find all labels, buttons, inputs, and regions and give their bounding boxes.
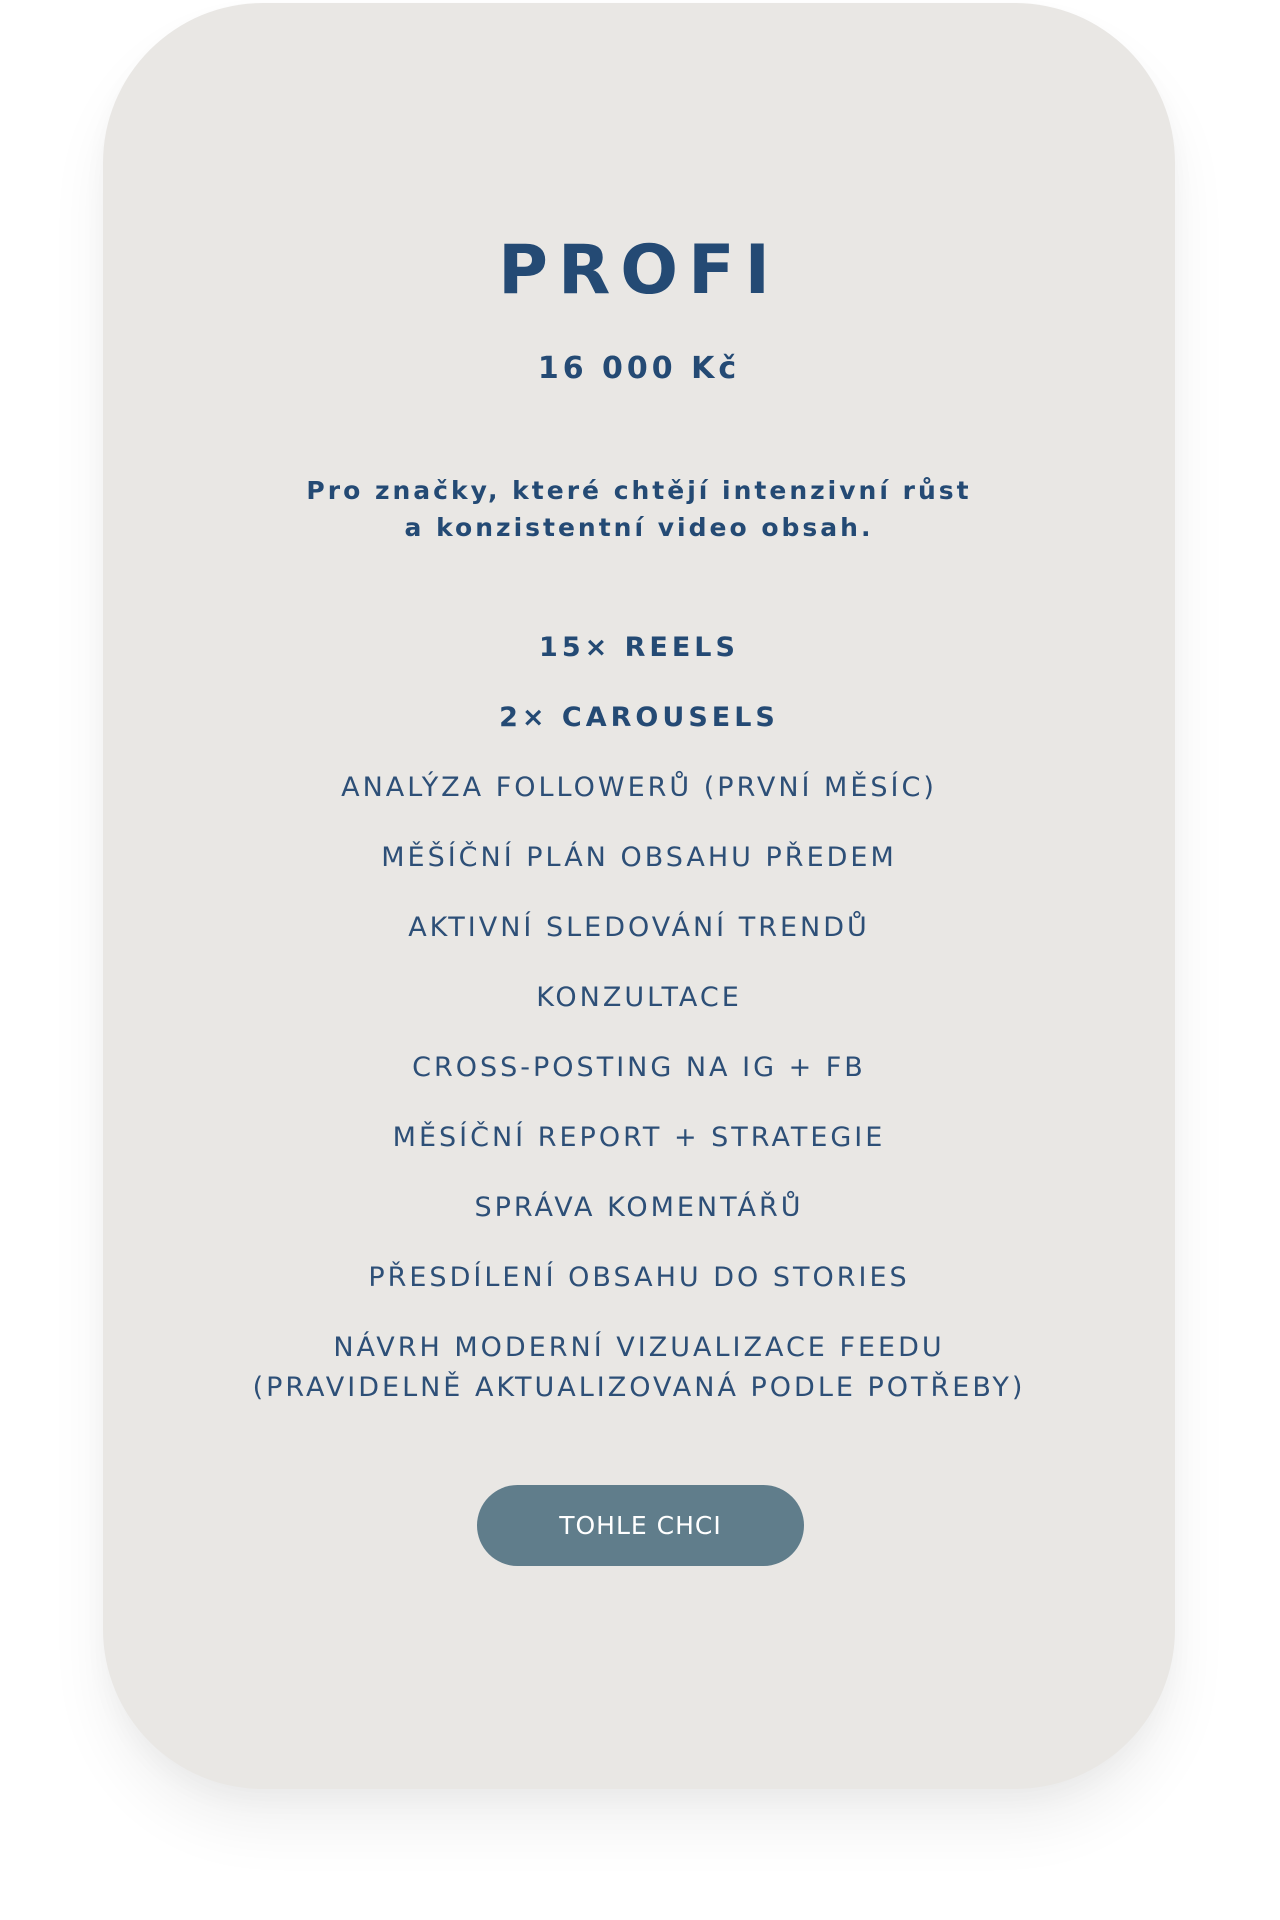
plan-title: PROFI: [498, 231, 780, 310]
feature-item-reels: 15× REELS: [539, 632, 739, 663]
feature-item-monthly-report: MĚSÍČNÍ REPORT + STRATEGIE: [392, 1122, 886, 1153]
feature-item-content-plan: MĚŠÍČNÍ PLÁN OBSAHU PŘEDEM: [381, 842, 897, 873]
feature-list: [103, 628, 1175, 1408]
feature-item-stories-sharing: PŘESDÍLENÍ OBSAHU DO STORIES: [368, 1262, 910, 1293]
feature-item-feed-visualization: [103, 1328, 1175, 1408]
pricing-card: [103, 3, 1175, 1789]
feature-item-carousels: 2× CAROUSELS: [499, 702, 779, 733]
feature-item-trend-tracking: AKTIVNÍ SLEDOVÁNÍ TRENDŮ: [408, 912, 870, 943]
feature-line: NÁVRH MODERNÍ VIZUALIZACE FEEDU: [333, 1332, 945, 1363]
plan-description-line: Pro značky, které chtějí intenzivní růst: [306, 476, 972, 505]
feature-item-comment-management: SPRÁVA KOMENTÁŘŮ: [474, 1192, 804, 1223]
feature-item-cross-posting: CROSS-POSTING NA IG + FB: [412, 1052, 866, 1083]
feature-item-follower-analysis: ANALÝZA FOLLOWERŮ (PRVNÍ MĚSÍC): [341, 772, 937, 803]
feature-line: (PRAVIDELNĚ AKTUALIZOVANÁ PODLE POTŘEBY): [252, 1372, 1026, 1403]
plan-description-line: a konzistentní video obsah.: [404, 513, 874, 542]
plan-description: [103, 472, 1175, 546]
feature-item-consultation: KONZULTACE: [536, 982, 742, 1013]
plan-price: 16 000 Kč: [537, 351, 741, 386]
cta-button[interactable]: TOHLE CHCI: [477, 1485, 804, 1566]
